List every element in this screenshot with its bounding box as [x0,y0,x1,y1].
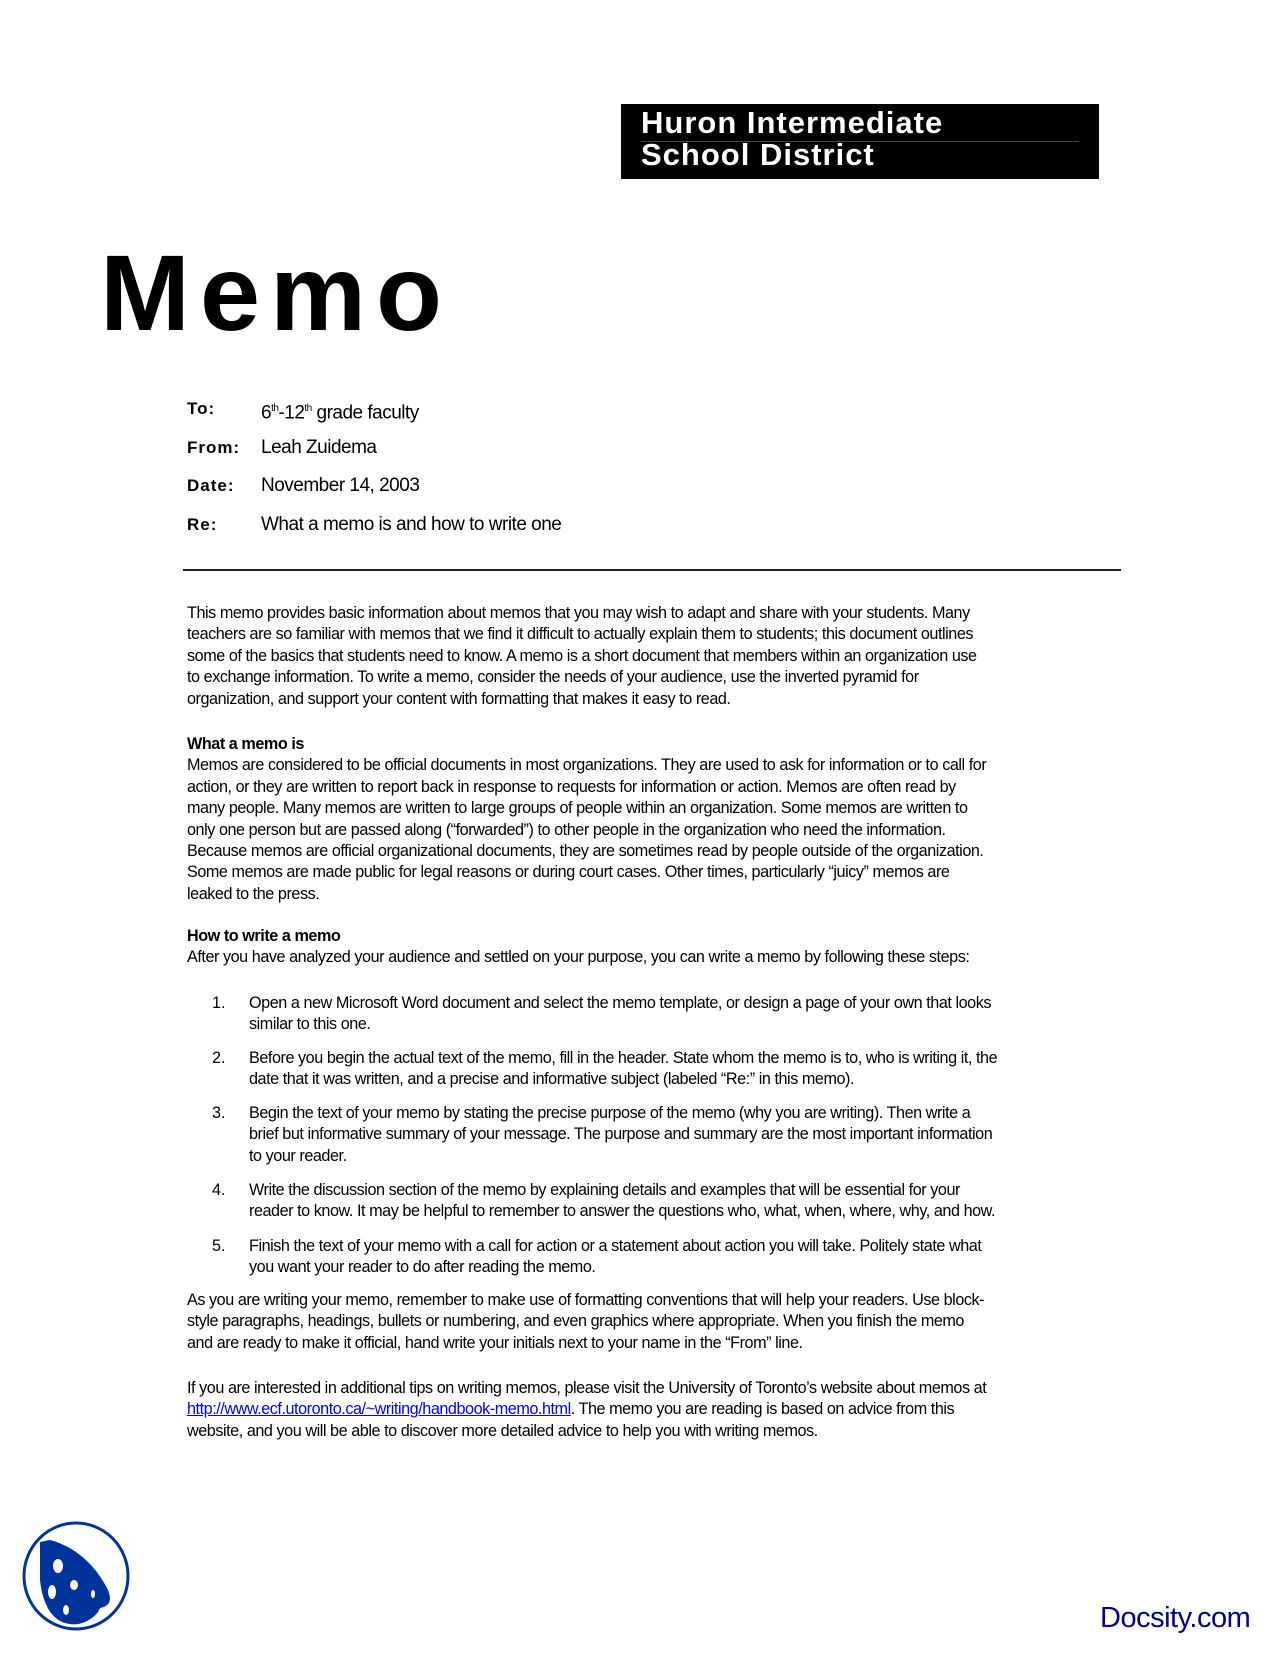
docsity-brand[interactable]: Docsity.com [1100,1602,1251,1634]
section-heading: What a memo is [187,735,304,753]
text-line: similar to this one. [249,1015,371,1034]
from-value: Leah Zuidema [261,437,377,458]
memo-title: Memo [100,232,453,353]
list-item-text [249,993,991,1036]
text-line: After you have analyzed your audience and settled on your purpose, you can write a memo by following these steps: [187,948,970,967]
text-line: brief but informative summary of your message. The purpose and summary are the most important information [249,1125,993,1144]
re-label: Re: [187,515,218,534]
district-name-line1: Huron Intermediate [641,105,944,140]
text-line: As you are writing your memo, remember to make use of formatting conventions that will help your readers. Use block- [187,1291,985,1309]
text-line: Finish the text of your memo with a call for action or a statement about action you will take. Politely state what [249,1237,982,1255]
text-line: only one person but are passed along (“forwarded”) to other people in the organization who need the information. [187,820,946,839]
re-value: What a memo is and how to write one [261,514,562,535]
to-value-part: grade faculty [311,402,419,424]
text-line: organization, and support your content with formatting that makes it easy to read. [187,689,731,708]
text-line [187,1399,986,1420]
text-line: Some memos are made public for legal reasons or during court cases. Other times, particularly “juicy” memos are [187,863,950,882]
to-value-sup: th [271,403,279,414]
list-number: 5. [212,1237,226,1255]
list-item-text [249,1103,992,1167]
district-name-line2: School District [641,137,875,172]
field-from [0,436,700,460]
text-line: Memos are considered to be official documents in most organizations. They are used to ask for information or to call for [187,756,987,775]
text-line: This memo provides basic information about memos that you may wish to adapt and share with your students. Many [187,604,970,622]
date-value: November 14, 2003 [261,475,420,496]
text-line: teachers are so familiar with memos that we find it difficult to actually explain them to students; this document outlines [187,625,974,644]
list-number: 2. [212,1049,226,1067]
to-value-part: 6 [261,402,272,424]
text-line: many people. Many memos are written to large groups of people within an organization. Some memos are written to [187,799,968,818]
handbook-link[interactable]: http://www.ecf.utoronto.ca/~writing/handbook-memo.html [187,1400,571,1419]
text-line: style paragraphs, headings, bullets or numbering, and even graphics where appropriate. When you finish the memo [187,1312,964,1331]
list-number: 3. [212,1104,226,1122]
to-label: To: [187,399,216,418]
text-fragment: . The memo you are reading is based on advice from this [570,1400,955,1419]
text-line: action, or they are written to report back in response to requests for information or action. Memos are often read by [187,777,956,796]
intro-paragraph [187,603,977,710]
text-line: Open a new Microsoft Word document and select the memo template, or design a page of your own that looks [249,994,992,1012]
list-number: 1. [212,994,226,1012]
text-line: Because memos are official organizational documents, they are sometimes read by people outside of the organization. [187,841,984,860]
closing-paragraph [187,1378,986,1442]
section-heading: How to write a memo [187,927,341,945]
to-value [261,397,419,425]
docsity-logo-icon [20,1520,132,1632]
section-how-to-write [187,926,969,969]
to-value-part: -12 [278,402,305,424]
text-line: some of the basics that students need to know. A memo is a short document that members within an organization use [187,646,977,665]
text-line: and are ready to make it official, hand write your initials next to your name in the “From” line. [187,1333,803,1352]
header-rule [183,569,1121,571]
text-line: to your reader. [249,1146,347,1165]
list-number: 4. [212,1181,226,1199]
text-line: website, and you will be able to discover more detailed advice to help you with writing memos. [187,1421,818,1440]
text-line: Before you begin the actual text of the memo, fill in the header. State whom the memo is to, who is writing it, the [249,1049,998,1067]
text-line: leaked to the press. [187,884,320,903]
from-label: From: [187,438,241,457]
text-line: Write the discussion section of the memo by explaining details and examples that will be essential for your [249,1181,960,1199]
text-line: you want your reader to do after reading the memo. [249,1258,596,1277]
text-line: date that it was written, and a precise and informative subject (labeled “Re:” in this memo). [249,1070,855,1089]
field-to [0,397,700,424]
field-re [0,513,700,537]
date-label: Date: [187,476,235,495]
list-item-text [249,1180,995,1223]
section-what-a-memo-is [187,734,986,905]
formatting-paragraph [187,1290,984,1354]
field-date [0,474,700,498]
text-line: Begin the text of your memo by stating the precise purpose of the memo (why you are writing). Then write a [249,1104,971,1122]
text-line: reader to know. It may be helpful to remember to answer the questions who, what, when, where, why, and how. [249,1202,996,1221]
to-value-sup: th [304,403,312,414]
text-line: If you are interested in additional tips on writing memos, please visit the University of Toronto’s website about memos at [187,1379,987,1397]
list-item-text [249,1048,997,1091]
list-item-text [249,1236,981,1279]
district-header-box [621,104,1099,179]
text-line: to exchange information. To write a memo, consider the needs of your audience, use the inverted pyramid for [187,668,919,687]
